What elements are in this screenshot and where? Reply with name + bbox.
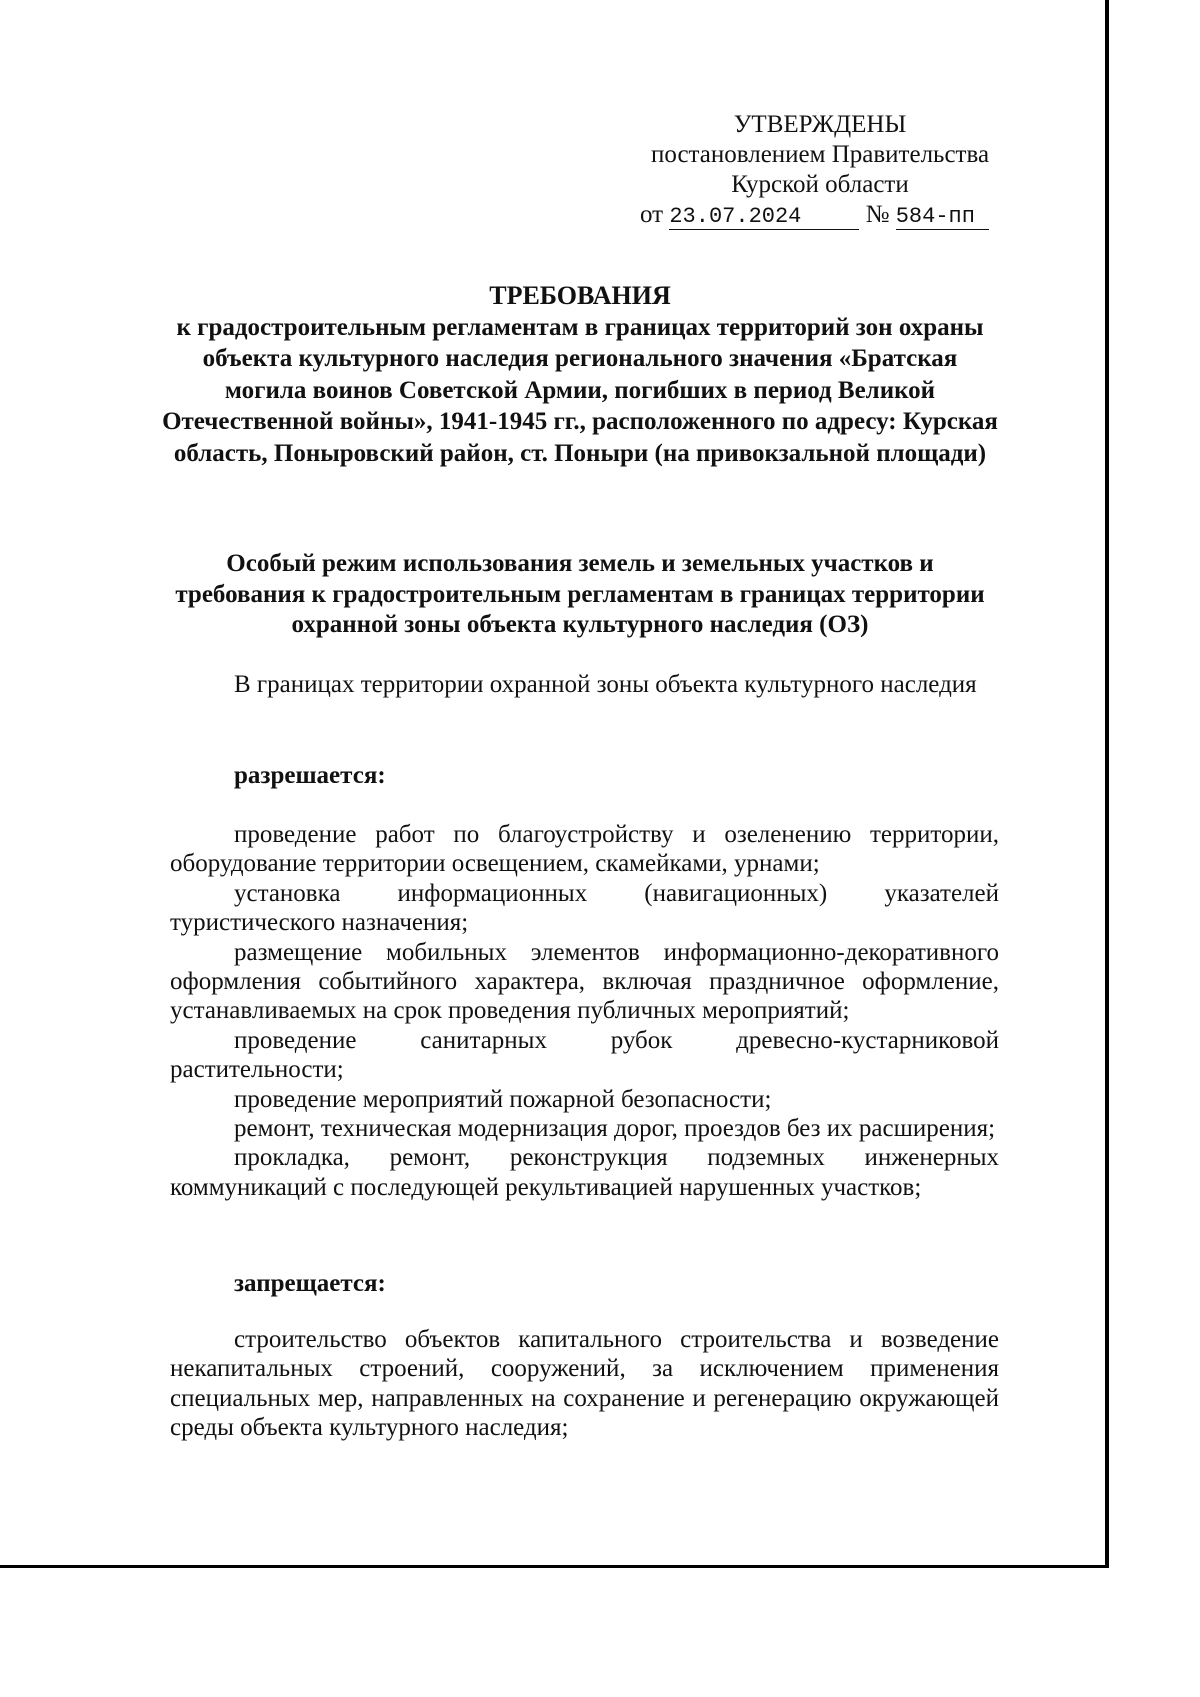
intro-paragraph xyxy=(170,670,999,699)
approval-number-sign: № xyxy=(865,201,890,228)
forbidden-list xyxy=(170,1325,999,1443)
document-title xyxy=(160,280,1000,469)
list-item: размещение мобильных элементов информационно-декоративного оформления событийного характера, включая праздничное оформление, устанавливаемых на срок проведения публичных мероприятий; xyxy=(170,938,999,1025)
list-item: строительство объектов капитального строительства и возведение некапитальных строений, сооружений, за исключением применения специальных мер, направленных на сохранение и регенерацию окружающей среды объекта культурного наследия; xyxy=(170,1326,999,1442)
approval-line-2: Курской области xyxy=(731,171,909,198)
approval-heading: УТВЕРЖДЕНЫ xyxy=(733,111,907,138)
list-item: ремонт, техническая модернизация дорог, проездов без их расширения; xyxy=(234,1115,996,1143)
section-title: Особый режим использования земель и земельных участков и требования к градостроительным регламентам в границах территории охранной зоны объекта культурного наследия (ОЗ) xyxy=(175,550,985,638)
list-item: проведение мероприятий пожарной безопасности; xyxy=(234,1085,772,1113)
page-edge-right xyxy=(1105,0,1109,1568)
approval-ot: от xyxy=(640,201,664,228)
approval-number: 584-пп xyxy=(896,205,989,230)
title-heading: ТРЕБОВАНИЯ xyxy=(489,281,671,310)
list-item: установка информационных (навигационных) указателей туристического назначения; xyxy=(170,879,999,937)
approval-date-line xyxy=(640,200,1000,230)
approval-line-1: постановлением Правительства xyxy=(650,141,990,168)
title-subtitle: к градостроительным регламентам в границах территорий зон охраны объекта культурного наследия регионального значения «Братская могила воинов Советской Армии, погибших в период Великой Отечественной войны», 1941-1945 гг., расположенного по адресу: Курская область, Поныровский район, ст. Поныри (на привокзальной площади) xyxy=(162,313,998,467)
approval-stamp xyxy=(640,110,1000,230)
list-item: проведение работ по благоустройству и озеленению территории, оборудование территории освещением, скамейками, урнами; xyxy=(170,821,999,878)
intro-text: В границах территории охранной зоны объекта культурного наследия xyxy=(234,671,977,698)
forbidden-label: запрещается: xyxy=(234,1270,386,1297)
list-item: проведение санитарных рубок древесно-кустарниковой растительности; xyxy=(170,1026,999,1084)
approval-date: 23.07.2024 xyxy=(669,205,859,230)
page-edge-bottom xyxy=(0,1565,1109,1568)
allowed-list xyxy=(170,820,999,1202)
list-item: прокладка, ремонт, реконструкция подземных инженерных коммуникаций с последующей рекультивацией нарушенных участков; xyxy=(170,1144,999,1201)
allowed-label: разрешается: xyxy=(234,762,386,789)
